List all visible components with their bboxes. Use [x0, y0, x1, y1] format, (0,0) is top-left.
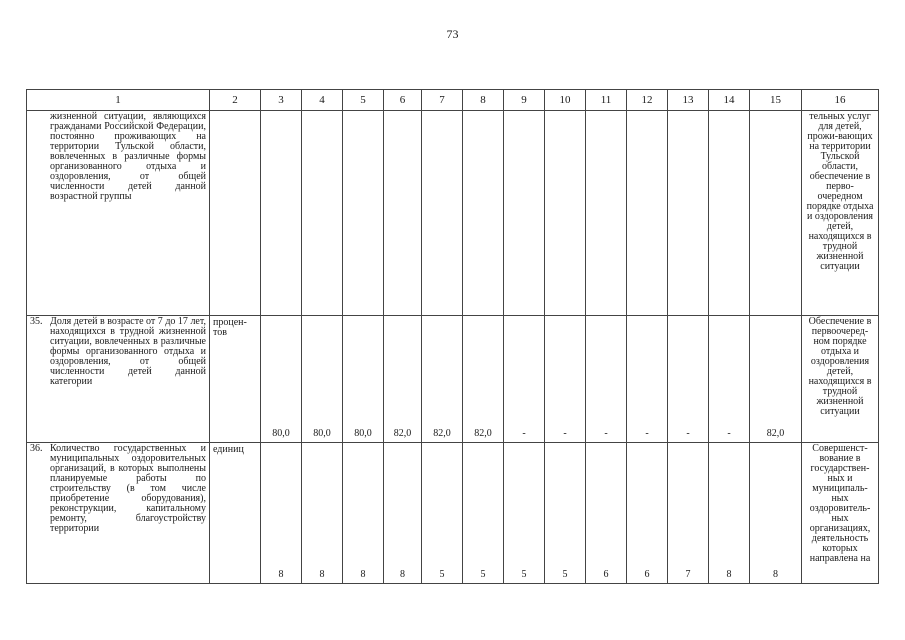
value-cell: 6: [586, 443, 627, 584]
value-cell: 5: [545, 443, 586, 584]
column-number: 9: [504, 90, 545, 111]
value-cell: -: [545, 316, 586, 443]
value-cell: -: [504, 316, 545, 443]
indicators-table: [26, 89, 879, 584]
value-cell: -: [627, 316, 668, 443]
value-cell: 80,0: [302, 316, 343, 443]
value-cell: [709, 111, 750, 316]
value-cell: [384, 111, 422, 316]
note-cell: Обеспечение в первоочеред-ном порядке отдыха и оздоровления детей, находящихся в трудной жизненной ситуации: [802, 316, 879, 443]
column-number: 1: [27, 90, 210, 111]
value-cell: [463, 111, 504, 316]
row-index: 36.: [30, 443, 43, 454]
unit-cell: единиц: [210, 443, 261, 584]
column-number: 2: [210, 90, 261, 111]
row-index: 35.: [30, 316, 43, 327]
value-cell: 8: [302, 443, 343, 584]
column-number: 7: [422, 90, 463, 111]
column-number: 11: [586, 90, 627, 111]
indicator-text: жизненной ситуации, являющихся гражданами Российской Федерации, постоянно проживающих на территории Тульской области, вовлеченных в различные формы организованного отдыха и оздоровления, от общей численности детей данной возрастной группы: [50, 111, 206, 202]
note-cell: Совершенст-вование в государствен-ных и муниципаль-ных оздоровитель-ных организациях, деятельность которых направлена на: [802, 443, 879, 584]
value-cell: [750, 111, 802, 316]
value-cell: 6: [627, 443, 668, 584]
column-number: 13: [668, 90, 709, 111]
unit-cell: [210, 111, 261, 316]
value-cell: 8: [384, 443, 422, 584]
table-row: [27, 111, 879, 316]
value-cell: 5: [422, 443, 463, 584]
value-cell: [586, 111, 627, 316]
value-cell: [343, 111, 384, 316]
column-number: 5: [343, 90, 384, 111]
note-cell: тельных услуг для детей, прожи-вающих на территории Тульской области, обеспечение в перво-очередном порядке отдыха и оздоровления детей, находящихся в трудной жизненной ситуации: [802, 111, 879, 316]
value-cell: 5: [463, 443, 504, 584]
value-cell: -: [668, 316, 709, 443]
value-cell: [668, 111, 709, 316]
column-number: 10: [545, 90, 586, 111]
value-cell: 82,0: [750, 316, 802, 443]
value-cell: 80,0: [343, 316, 384, 443]
page-number: 73: [446, 27, 459, 41]
value-cell: 82,0: [463, 316, 504, 443]
indicator-cell: [27, 443, 210, 584]
column-number: 16: [802, 90, 879, 111]
value-cell: [627, 111, 668, 316]
value-cell: 82,0: [422, 316, 463, 443]
value-cell: [545, 111, 586, 316]
indicator-cell: [27, 316, 210, 443]
value-cell: 80,0: [261, 316, 302, 443]
table-row: [27, 316, 879, 443]
column-number: 6: [384, 90, 422, 111]
table-row: [27, 443, 879, 584]
column-number: 3: [261, 90, 302, 111]
indicator-cell: [27, 111, 210, 316]
unit-cell: процен-тов: [210, 316, 261, 443]
value-cell: -: [709, 316, 750, 443]
value-cell: [422, 111, 463, 316]
value-cell: 8: [709, 443, 750, 584]
value-cell: 8: [261, 443, 302, 584]
value-cell: 5: [504, 443, 545, 584]
column-number-row: [27, 90, 879, 111]
value-cell: 82,0: [384, 316, 422, 443]
value-cell: 8: [343, 443, 384, 584]
value-cell: [302, 111, 343, 316]
indicator-text: Доля детей в возрасте от 7 до 17 лет, находящихся в трудной жизненной ситуации, вовлеченных в различные формы организованного отдыха и оздоровления, от общей численности детей данной категории: [50, 316, 206, 387]
value-cell: -: [586, 316, 627, 443]
value-cell: [261, 111, 302, 316]
column-number: 8: [463, 90, 504, 111]
column-number: 4: [302, 90, 343, 111]
column-number: 15: [750, 90, 802, 111]
value-cell: 8: [750, 443, 802, 584]
value-cell: [504, 111, 545, 316]
value-cell: 7: [668, 443, 709, 584]
indicator-text: Количество государственных и муниципальных оздоровительных организаций, в которых выполнены планируемые работы по строительству (в том числе приобретение оборудования), реконструкции, капитальному ремонту, благоустройству территории: [50, 443, 206, 534]
column-number: 12: [627, 90, 668, 111]
column-number: 14: [709, 90, 750, 111]
